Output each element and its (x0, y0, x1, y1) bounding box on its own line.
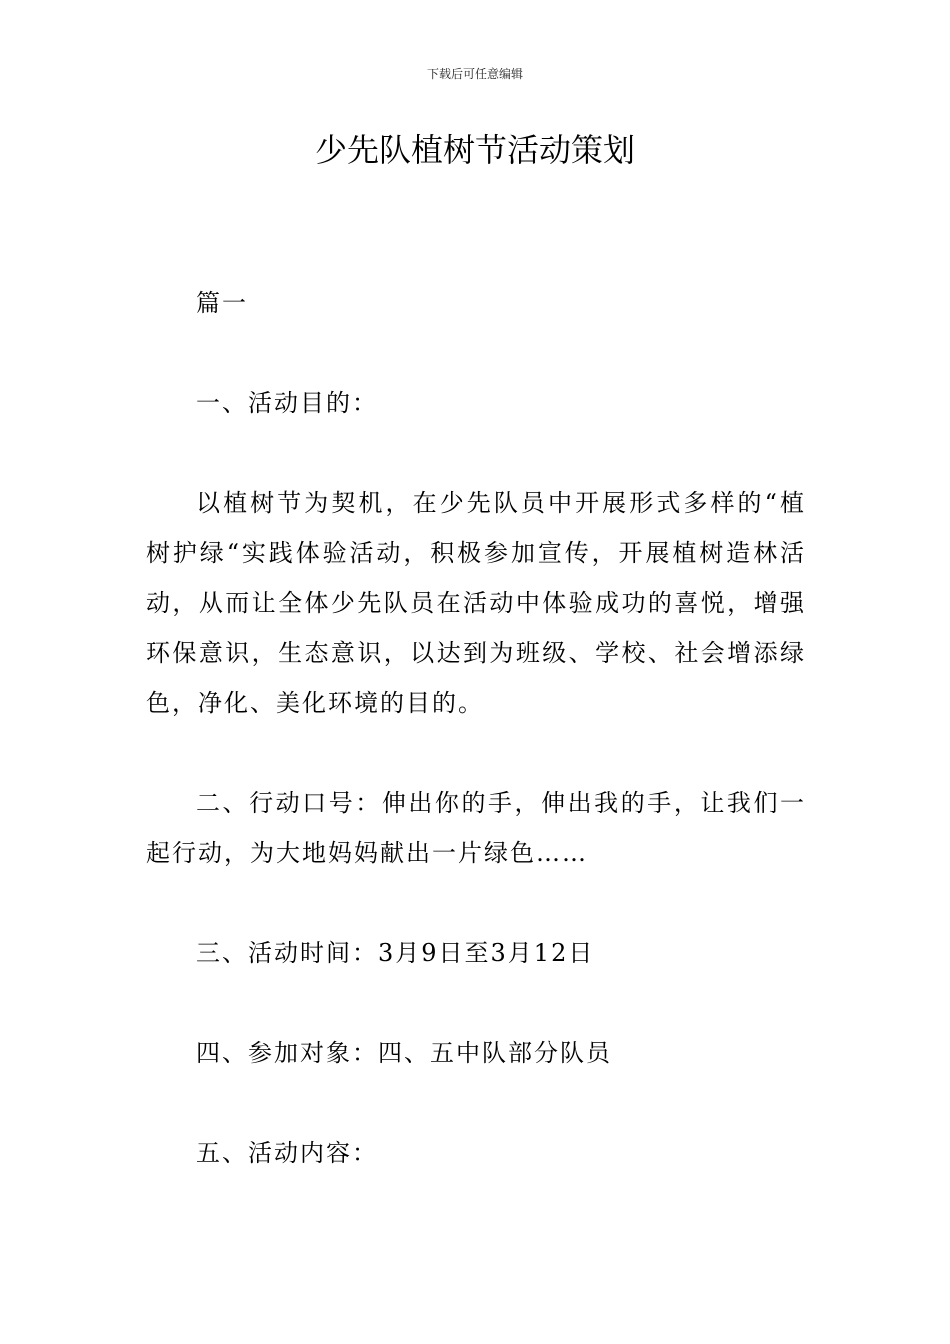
paragraph-activity-purpose: 以植树节为契机，在少先队员中开展形式多样的“植树护绿“实践体验活动，积极参加宣传，开展植树造林活动，从而让全体少先队员在活动中体验成功的喜悦，增强环保意识，生态意识，以达到为班级、学校、社会增添绿色，净化、美化环境的目的。 (146, 489, 806, 717)
paragraph-participants: 四、参加对象：四、五中队部分队员 (196, 1039, 612, 1067)
heading-activity-purpose: 一、活动目的： (196, 389, 378, 417)
paragraph-activity-time: 三、活动时间：3月9日至3月12日 (196, 939, 595, 967)
section-label: 篇一 (196, 289, 248, 317)
document-body (146, 278, 806, 1228)
document-title: 少先队植树节活动策划 (314, 131, 635, 169)
heading-activity-content: 五、活动内容： (196, 1139, 378, 1167)
paragraph-slogan: 二、行动口号：伸出你的手，伸出我的手，让我们一起行动，为大地妈妈献出一片绿色…… (146, 789, 806, 867)
header-note: 下载后可任意编辑 (426, 67, 523, 81)
